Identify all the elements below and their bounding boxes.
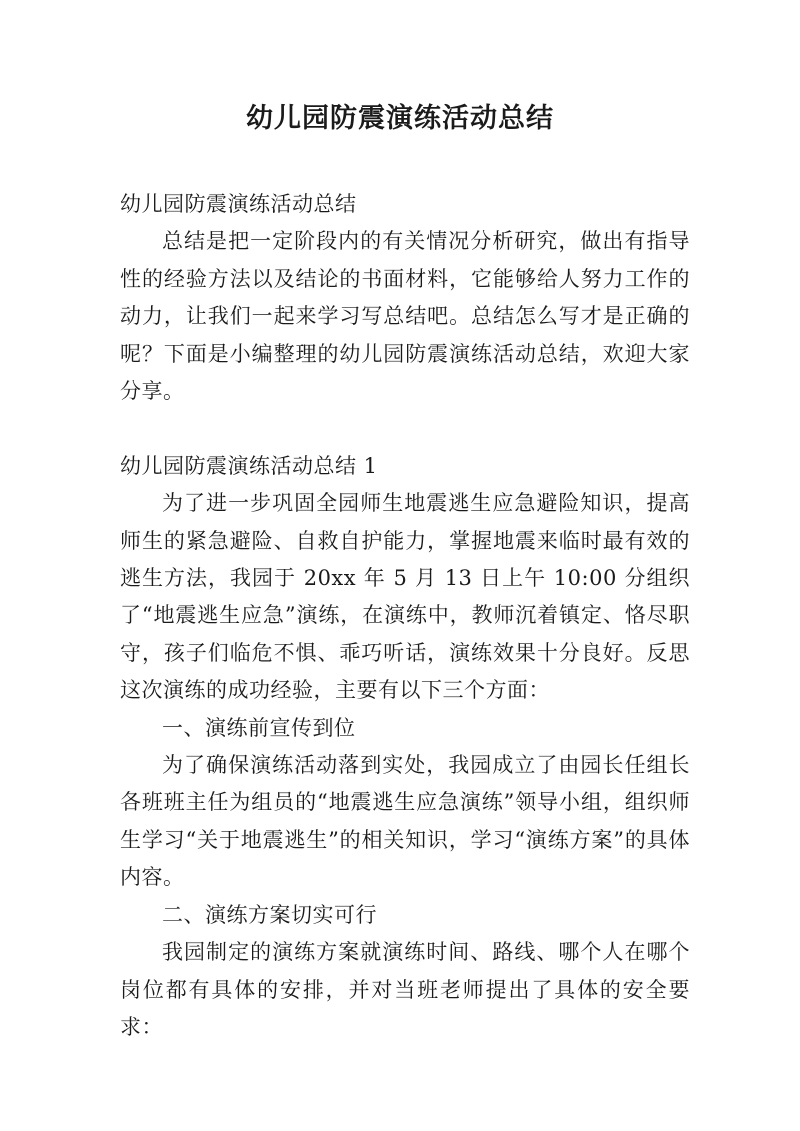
document-body: [120, 186, 690, 1046]
intro-paragraph: 总结是把一定阶段内的有关情况分析研究，做出有指导性的经验方法以及结论的书面材料，它能够给人努力工作的动力，让我们一起来学习写总结吧。总结怎么写才是正确的呢？下面是小编整理的幼儿园防震演练活动总结，欢迎大家分享。: [120, 229, 690, 404]
body-paragraph: 为了确保演练活动落到实处，我园成立了由园长任组长各班班主任为组员的“地震逃生应急演练”领导小组，组织师生学习“关于地震逃生”的相关知识，学习“演练方案”的具体内容。: [120, 753, 690, 890]
section-heading-1: 幼儿园防震演练活动总结 1: [120, 453, 378, 478]
body-paragraph: 我园制定的演练方案就演练时间、路线、哪个人在哪个岗位都有具体的安排，并对当班老师提出了具体的安全要求：: [120, 940, 690, 1039]
paragraph-spacer: [120, 410, 690, 447]
subheading-publicity: 一、演练前宣传到位: [162, 715, 356, 740]
body-paragraph: 为了进一步巩固全园师生地震逃生应急避险知识，提高师生的紧急避险、自救自护能力，掌握地震来临时最有效的逃生方法，我园于 20xx 年 5 月 13 日上午 10:00 分组织了“地震逃生应急”演练，在演练中，教师沉着镇定、恪尽职守，孩子们临危不惧、乖巧听话，演练效果十分良好。反思这次演练的成功经验，主要有以下三个方面：: [120, 491, 690, 703]
section-heading-intro: 幼儿园防震演练活动总结: [120, 192, 357, 216]
document-title: 幼儿园防震演练活动总结: [246, 103, 554, 134]
subheading-plan: 二、演练方案切实可行: [162, 902, 377, 927]
